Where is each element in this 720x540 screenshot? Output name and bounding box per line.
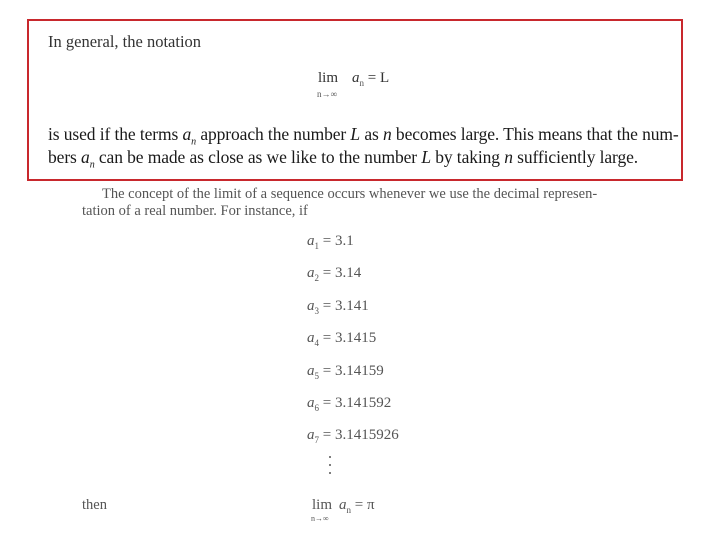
math: n — [89, 159, 95, 171]
term-row — [307, 265, 361, 283]
example-line-1: The concept of the limit of a sequence occurs whenever we use the decimal represen- — [102, 186, 598, 202]
term-a: a — [352, 70, 360, 86]
text: is used if the terms — [48, 124, 183, 144]
term-sub: 1 — [314, 241, 319, 251]
term-a: a — [307, 297, 315, 314]
term-a: a — [307, 265, 315, 282]
math: L — [350, 124, 361, 144]
intro-text: In general, the notation — [48, 32, 202, 51]
text: bers — [48, 147, 82, 167]
term-sub: n — [346, 505, 351, 515]
term-a: a — [307, 233, 315, 249]
math: n — [191, 136, 197, 148]
term-sub: 6 — [314, 403, 319, 413]
formula-rhs: = L — [367, 70, 390, 86]
term-row — [307, 395, 391, 413]
ellipsis-dot — [329, 464, 331, 466]
term-row — [307, 233, 354, 251]
term-sub: 4 — [314, 338, 319, 349]
lim-label: lim — [318, 70, 339, 86]
math: n — [383, 124, 392, 144]
ellipsis-dot — [329, 456, 331, 458]
term-a: a — [307, 427, 315, 444]
text: by taking — [430, 147, 505, 167]
term-row — [307, 298, 369, 316]
term-value: = 3.14 — [322, 265, 362, 282]
term-value: = 3.141 — [322, 297, 369, 314]
definition-line-2 — [48, 147, 638, 171]
term-a: a — [339, 497, 347, 513]
example-line-2: tation of a real number. For instance, if — [82, 203, 308, 219]
math: L — [421, 147, 431, 167]
term-sub: 5 — [314, 370, 319, 381]
term-sub: 2 — [314, 273, 319, 284]
text: sufficiently large. — [512, 147, 639, 167]
term-sub: 7 — [314, 435, 319, 446]
term-a: a — [307, 395, 315, 411]
math: n — [504, 147, 513, 167]
ellipsis-dot — [329, 472, 331, 474]
math: a — [182, 124, 192, 144]
term-sub: n — [359, 78, 364, 88]
term-a: a — [307, 330, 315, 347]
term-value: = 3.1 — [322, 233, 354, 249]
lim-subscript: n→∞ — [317, 89, 337, 99]
then-text: then — [82, 497, 107, 513]
math: a — [81, 147, 90, 167]
term-value: = 3.1415926 — [322, 427, 399, 444]
text: can be made as close as we like to the number — [94, 147, 422, 167]
term-sub: 3 — [314, 305, 319, 316]
text: becomes large. This means that the num- — [391, 124, 679, 144]
text: approach the number — [196, 124, 351, 144]
term-row — [307, 363, 384, 381]
term-value: = 3.141592 — [322, 395, 392, 411]
term-value: = 3.1415 — [322, 330, 377, 347]
formula-rhs: = π — [354, 497, 375, 513]
term-row — [307, 427, 399, 445]
lim-label: lim — [312, 497, 333, 513]
lim-subscript: n→∞ — [311, 514, 329, 523]
term-row — [307, 330, 376, 348]
term-value: = 3.14159 — [322, 362, 384, 379]
term-a: a — [307, 362, 315, 379]
definition-line-1 — [48, 124, 679, 148]
text: as — [360, 124, 383, 144]
